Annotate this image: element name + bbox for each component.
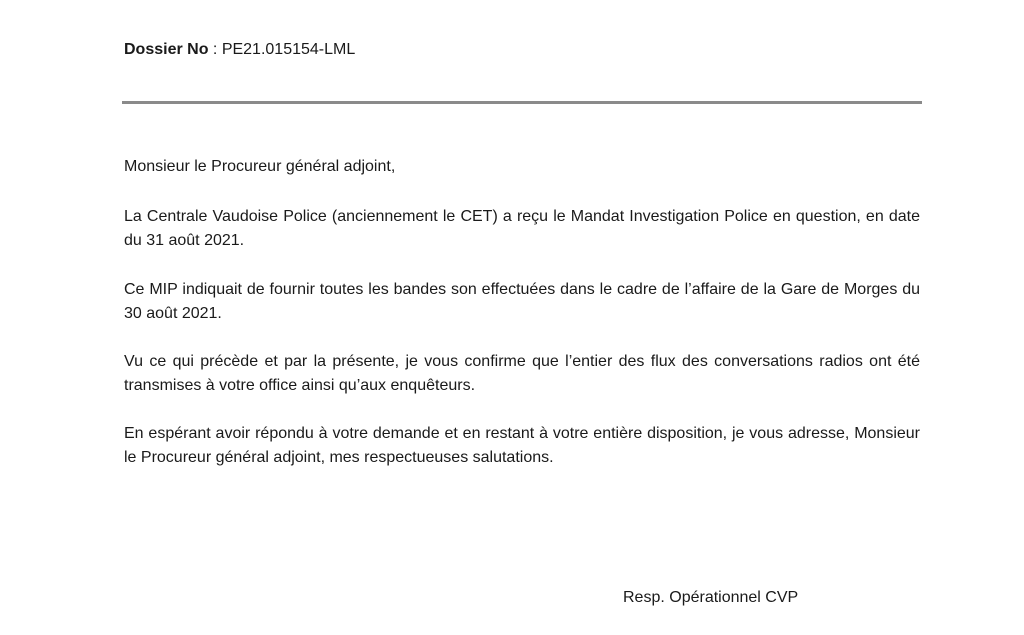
dossier-reference	[124, 40, 355, 60]
dossier-number: PE21.015154-LML	[221, 41, 356, 58]
paragraph-closing: En espérant avoir répondu à votre demande et en restant à votre entière disposition, je vous adresse, Monsieur le Procureur général adjoint, mes respectueuses salutations.	[124, 425, 920, 466]
paragraph-mip-request: Ce MIP indiquait de fournir toutes les bandes son effectuées dans le cadre de l’affaire de la Gare de Morges du 30 août 2021.	[124, 281, 920, 322]
paragraph-confirmation: Vu ce qui précède et par la présente, je vous confirme que l’entier des flux des conversations radios ont été transmises à votre office ainsi qu’aux enquêteurs.	[124, 353, 920, 394]
dossier-separator: :	[208, 41, 222, 58]
salutation: Monsieur le Procureur général adjoint,	[124, 158, 396, 175]
dossier-label: Dossier No	[124, 41, 209, 58]
paragraph-mandate-received: La Centrale Vaudoise Police (anciennement le CET) a reçu le Mandat Investigation Police en question, en date du 31 août 2021.	[124, 208, 920, 249]
header-divider	[122, 101, 922, 104]
signature-line: Resp. Opérationnel CVP	[623, 589, 799, 606]
